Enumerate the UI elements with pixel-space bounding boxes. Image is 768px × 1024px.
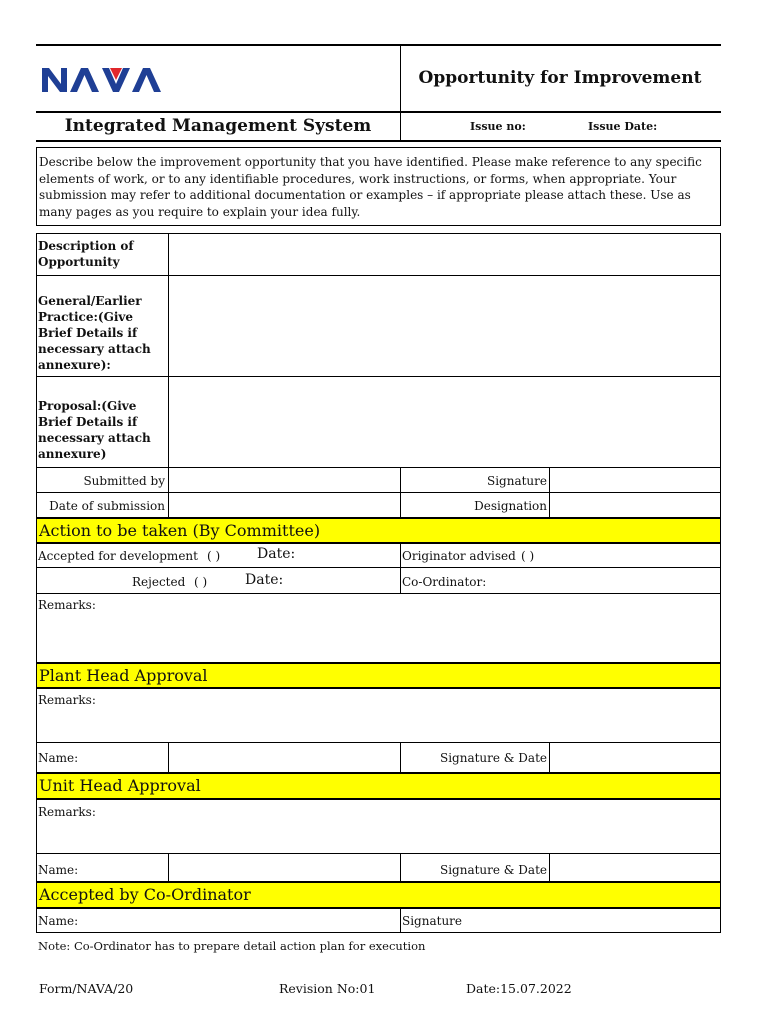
unit-head-signature-label: Signature & Date [439,863,547,877]
date-of-submission-label: Date of submission [49,499,165,513]
header-top-rule [36,44,721,46]
unit-head-remarks-field[interactable] [37,820,720,852]
plant-head-name-label: Name: [38,751,79,765]
issue-date-label: Issue Date: [588,120,658,133]
col-divider [400,908,401,933]
date-of-submission-field[interactable] [170,493,399,517]
header-mid-rule [36,111,721,113]
signature-label: Signature [486,474,547,488]
col-divider [400,467,401,518]
accepted-checkbox[interactable]: ( ) [207,549,221,563]
row-divider [36,593,721,594]
unit-head-signature-field[interactable] [551,854,720,881]
nava-logo [40,62,165,98]
unit-head-heading: Unit Head Approval [36,773,721,799]
coordinator-signature-label: Signature [402,914,463,928]
accepted-date-label: Date: [257,546,296,562]
col-divider [168,742,169,773]
unit-head-name-field[interactable] [170,854,399,881]
submitted-by-field[interactable] [170,468,399,492]
unit-head-remarks-label: Remarks: [38,805,96,819]
unit-head-name-label: Name: [38,863,79,877]
footer-revision: Revision No:01 [279,981,376,996]
col-divider [549,853,550,882]
description-field[interactable] [170,234,720,275]
row-divider [36,567,721,568]
plant-head-remarks-field[interactable] [37,708,720,741]
originator-label: Originator advised [402,549,516,563]
form-title: Opportunity for Improvement [418,68,702,88]
instructions-box [36,147,721,226]
plant-head-remarks-label: Remarks: [38,693,96,707]
coordinator-table [36,908,721,933]
col-divider [400,543,401,593]
proposal-field[interactable] [170,377,720,467]
rejected-checkbox[interactable]: ( ) [194,575,208,589]
rejected-label: Rejected [132,575,186,589]
general-practice-label: General/Earlier Practice:(Give Brief Details if necessary attach annexure): [38,294,151,372]
accepted-label: Accepted for development [38,549,198,563]
col-divider [400,742,401,773]
submitted-by-label: Submitted by [83,474,165,488]
header-bottom-rule [36,140,721,142]
description-label: Description of Opportunity [38,239,134,269]
instructions-text: Describe below the improvement opportunity that you have identified. Please make reference to any specific elements of work, or to any identifiable procedures, work instructions, or forms, when appropriate. Your submission may refer to additional documentation or examples – if appropriate please attach these. Use as many pages as you require to explain your idea fully. [39,155,702,219]
coordinator-heading: Accepted by Co-Ordinator [36,882,721,908]
col-divider [549,742,550,773]
signature-field[interactable] [551,468,720,492]
committee-heading: Action to be taken (By Committee) [36,518,721,543]
designation-field[interactable] [551,493,720,517]
col-divider [400,853,401,882]
designation-label: Designation [474,499,547,513]
system-title: Integrated Management System [64,116,372,136]
general-practice-field[interactable] [170,276,720,376]
originator-checkbox[interactable]: ( ) [521,549,535,563]
committee-remarks-label: Remarks: [38,598,96,612]
plant-head-name-field[interactable] [170,743,399,772]
issue-no-label: Issue no: [470,120,526,133]
plant-head-signature-label: Signature & Date [439,751,547,765]
note-text: Note: Co-Ordinator has to prepare detail action plan for execution [38,939,426,953]
committee-remarks-field[interactable] [37,614,720,662]
col-divider [549,467,550,518]
footer-form-no: Form/NAVA/20 [39,981,134,996]
plant-head-signature-field[interactable] [551,743,720,772]
col-divider [168,853,169,882]
header-divider [400,45,401,141]
rejected-date-label: Date: [245,572,284,588]
plant-head-heading: Plant Head Approval [36,663,721,688]
proposal-label: Proposal:(Give Brief Details if necessary attach annexure) [38,399,151,461]
coordinator-name-label: Name: [38,914,79,928]
footer-date: Date:15.07.2022 [466,981,572,996]
coordinator-label: Co-Ordinator: [402,575,487,589]
